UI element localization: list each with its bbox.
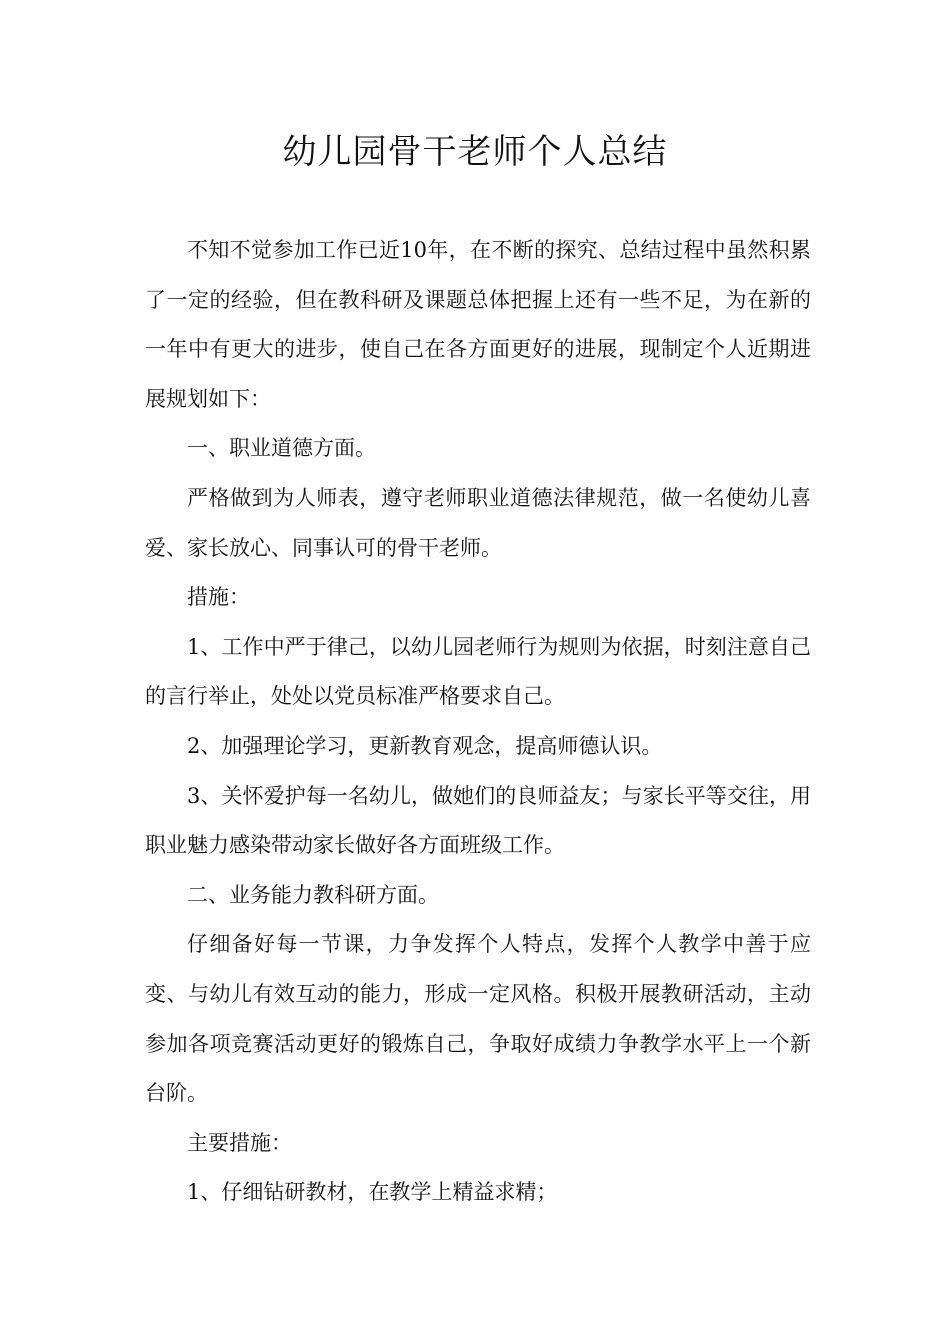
measures-heading: 措施： (187, 585, 250, 610)
document-title: 幼儿园骨干老师个人总结 (282, 132, 668, 172)
section-heading-teaching: 二、业务能力教科研方面。 (187, 882, 439, 907)
measure-item-1: 1、工作中严于律己，以幼儿园老师行为规则为依据，时刻注意自己的言行举止，处处以党员标准严格要求自己。 (145, 634, 811, 709)
section-heading-ethics: 一、职业道德方面。 (187, 436, 376, 461)
paragraph-teaching: 仔细备好每一节课，力争发挥个人特点，发挥个人教学中善于应变、与幼儿有效互动的能力，形成一定风格。积极开展教研活动，主动参加各项竞赛活动更好的锻炼自己，争取好成绩力争教学水平上一个新台阶。 (145, 932, 811, 1106)
measure-item-3: 3、关怀爱护每一名幼儿，做她们的良师益友；与家长平等交往，用职业魅力感染带动家长做好各方面班级工作。 (145, 783, 811, 858)
paragraph-intro: 不知不觉参加工作已近10年，在不断的探究、总结过程中虽然积累了一定的经验，但在教科研及课题总体把握上还有一些不足，为在新的一年中有更大的进步，使自己在各方面更好的进展，现制定个人近期进展规划如下： (145, 238, 811, 411)
paragraph-ethics: 严格做到为人师表，遵守老师职业道德法律规范，做一名使幼儿喜爱、家长放心、同事认可的骨干老师。 (145, 485, 811, 560)
document-body (145, 226, 811, 1218)
main-measure-item-1: 1、仔细钻研教材，在教学上精益求精； (187, 1180, 558, 1205)
measure-item-2: 2、加强理论学习，更新教育观念，提高师德认识。 (187, 733, 663, 758)
main-measures-heading: 主要措施： (187, 1130, 292, 1155)
